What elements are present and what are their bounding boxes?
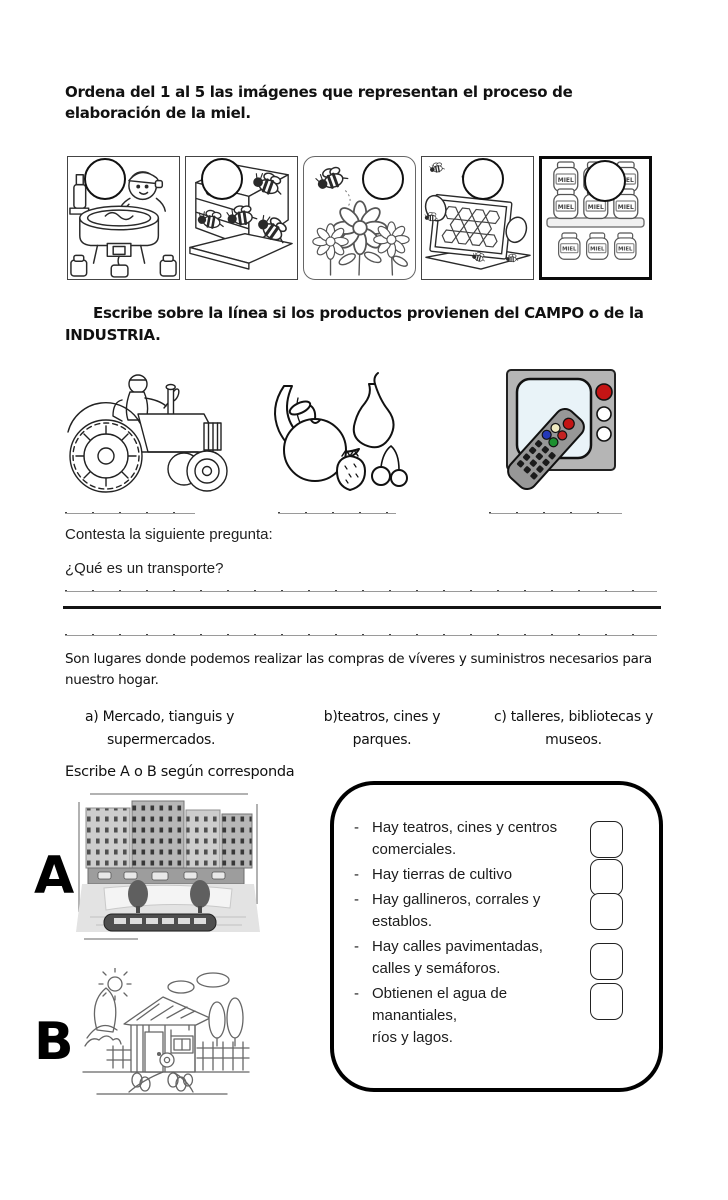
tractor-image (52, 366, 242, 498)
label-a: A (34, 846, 75, 906)
option-c-line1: c) talleres, bibliotecas y (494, 709, 653, 725)
answer-box-2[interactable] (590, 859, 623, 896)
option-b[interactable] (318, 706, 446, 752)
item5-line1: Obtienen el agua de (372, 985, 508, 1002)
option-c-line2: museos. (545, 732, 602, 748)
honey-step-beekeeper (421, 156, 534, 280)
honey-step-flowers (303, 156, 416, 280)
honey-step-hive (185, 156, 298, 280)
label-b: B (34, 1012, 74, 1072)
item4-line1: Hay calles pavimentadas, (372, 938, 543, 955)
answer-box-4[interactable] (590, 943, 623, 980)
writing-line-2[interactable] (65, 633, 657, 636)
answer-line-tv[interactable] (489, 511, 622, 514)
bullet-dash: - (354, 891, 359, 908)
item3-line1: Hay gallineros, corrales y (372, 891, 541, 908)
bullet-dash: - (354, 819, 359, 836)
order-circle-2[interactable] (201, 158, 243, 200)
option-c[interactable] (486, 706, 661, 752)
option-a-line1: a) Mercado, tianguis y (85, 709, 235, 725)
divider-line (63, 606, 661, 609)
ab-instruction: Escribe A o B según corresponda (65, 764, 295, 780)
places-statement-line2: nuestro hogar. (65, 672, 159, 688)
bullet-dash: - (354, 938, 359, 955)
answer-line-fruits[interactable] (278, 511, 396, 514)
item3-line2: establos. (372, 913, 433, 930)
country-house-image (77, 968, 255, 1096)
checklist-item-1 (348, 817, 593, 861)
checklist-item-4 (348, 936, 593, 980)
order-circle-1[interactable] (84, 158, 126, 200)
order-circle-3[interactable] (362, 158, 404, 200)
television-remote-image (486, 366, 640, 498)
option-a-line2: supermercados. (107, 732, 216, 748)
checklist-item-3 (348, 889, 593, 933)
honey-title (65, 82, 665, 124)
item5-line2: manantiales, (372, 1007, 458, 1024)
answer-box-3[interactable] (590, 893, 623, 930)
checklist-item-5 (348, 983, 593, 1049)
city-image (76, 792, 260, 942)
places-statement (65, 649, 705, 691)
origin-instruction-line2: INDUSTRIA. (65, 326, 161, 344)
origin-instruction-line1: Escribe sobre la línea si los productos provienen del CAMPO o de la (93, 304, 644, 322)
answer-box-5[interactable] (590, 983, 623, 1020)
item2-line1: Hay tierras de cultivo (372, 866, 513, 883)
origin-instruction (65, 302, 675, 346)
bullet-dash: - (354, 866, 359, 883)
transport-question: ¿Qué es un transporte? (65, 560, 224, 577)
item5-line3: ríos y lagos. (372, 1029, 453, 1046)
answer-box-1[interactable] (590, 821, 623, 858)
item1-line2: comerciales. (372, 841, 457, 858)
fruits-image (262, 368, 414, 494)
order-circle-5[interactable] (584, 160, 626, 202)
honey-title-line1: Ordena del 1 al 5 las imágenes que representan el proceso de (65, 83, 573, 101)
checklist-item-2 (348, 864, 593, 886)
option-b-line1: b)teatros, cines y (323, 709, 441, 725)
honey-process-row (67, 156, 657, 280)
bullet-dash: - (354, 985, 359, 1002)
places-statement-line1: Son lugares donde podemos realizar las compras de víveres y suministros necesarios para (65, 651, 652, 667)
honey-step-extraction (67, 156, 180, 280)
question-intro: Contesta la siguiente pregunta: (65, 526, 273, 543)
ab-checklist (348, 817, 593, 1052)
item4-line2: calles y semáforos. (372, 960, 501, 977)
order-circle-4[interactable] (462, 158, 504, 200)
item1-line1: Hay teatros, cines y centros (372, 819, 558, 836)
honey-step-jars (539, 156, 652, 280)
option-b-line2: parques. (352, 732, 412, 748)
option-a[interactable] (85, 706, 235, 752)
answer-line-tractor[interactable] (65, 511, 195, 514)
writing-line-1[interactable] (65, 589, 657, 592)
ab-checklist-box (330, 781, 663, 1092)
honey-title-line2: elaboración de la miel. (65, 104, 251, 122)
